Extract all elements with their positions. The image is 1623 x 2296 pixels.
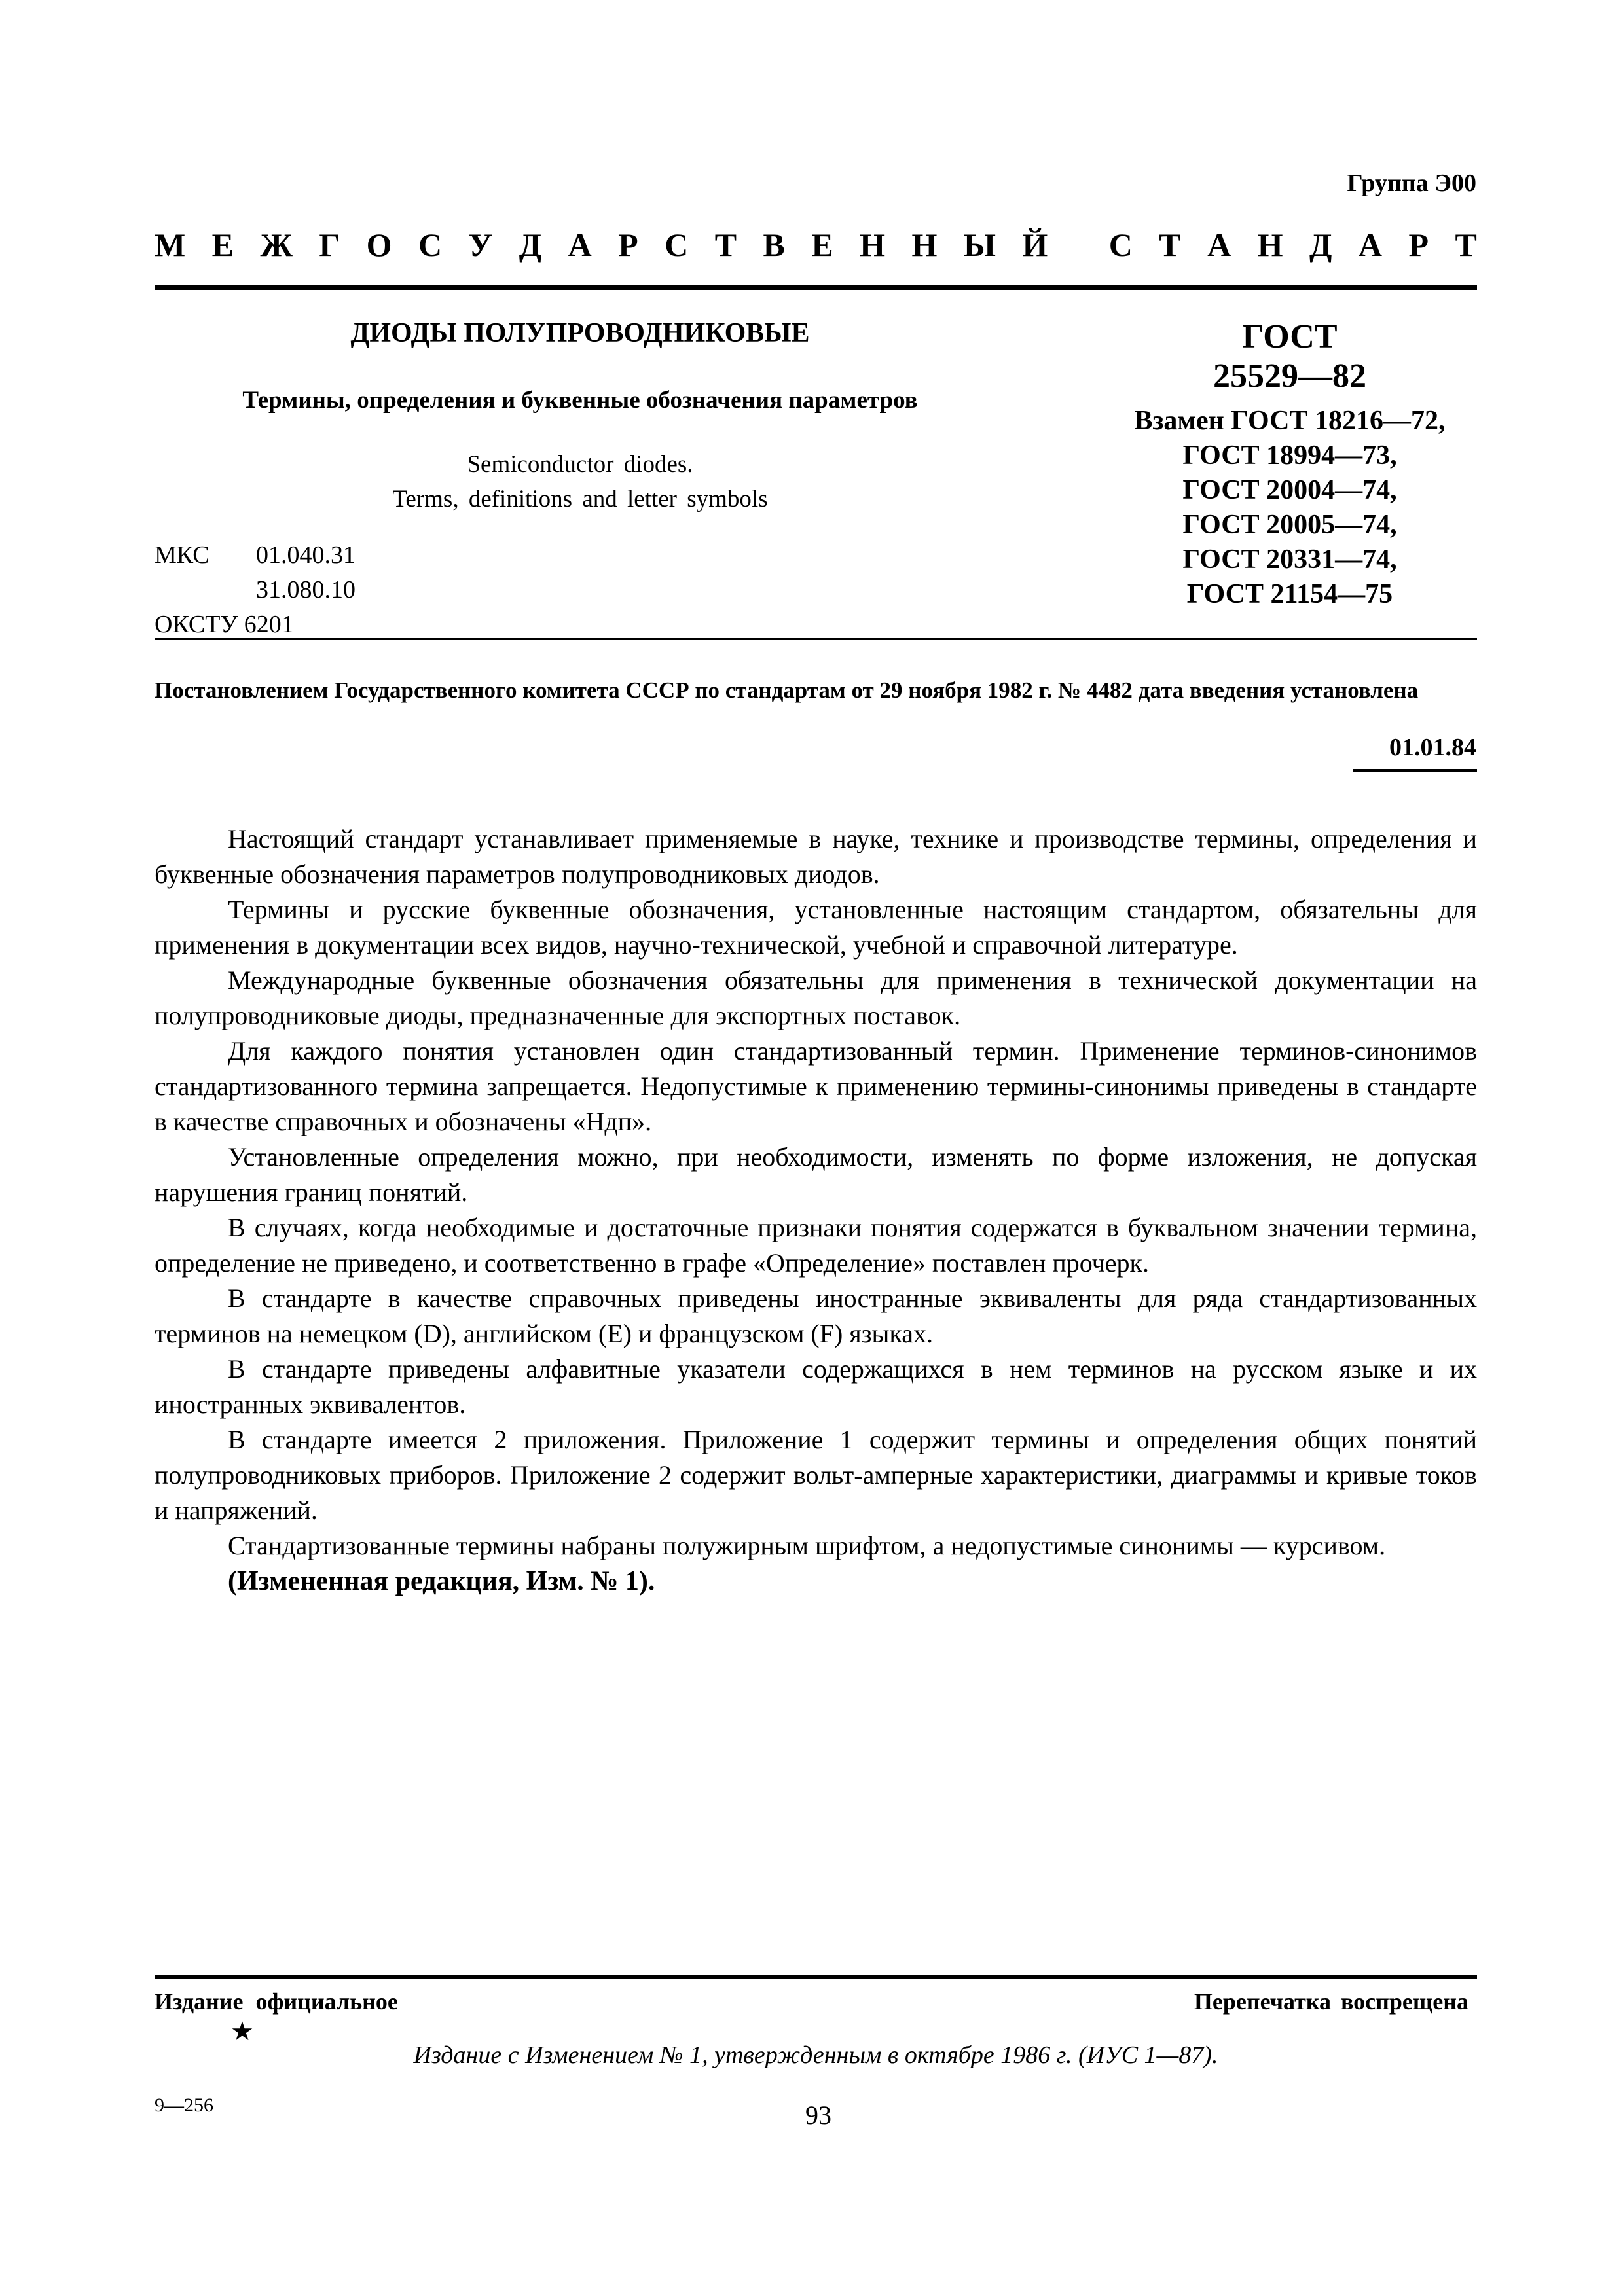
body-paragraph: В случаях, когда необходимые и достаточные признаки понятия содержатся в буквальном значении термина, определение не приведено, и соответственно в графе «Определение» поставлен прочерк. [155,1213,1477,1278]
heading-letter: Д [519,226,542,263]
heading-letter: Р [1408,226,1429,263]
heading-letter: А [1207,226,1231,263]
heading-letter: С [1108,226,1133,263]
okstu-code: ОКСТУ 6201 [155,611,294,638]
body-paragraph: Установленные определения можно, при необходимости, изменять по форме изложения, не допуская нарушения границ понятий. [155,1142,1477,1207]
gost-number: 25529—82 [1213,357,1366,395]
heading-letter: С [418,226,443,263]
heading-letter: Е [211,226,234,263]
replaces-item: ГОСТ 20005—74, [1182,510,1397,540]
decree-text: Постановлением Государственного комитета СССР по стандартам от 29 ноября 1982 г. № 4482 дата введения установлена [155,677,1419,703]
heading-letter: Т [714,226,737,263]
heading-letter: В [763,226,785,263]
heading-letter: Ж [260,226,293,263]
edition-note: Издание с Изменением № 1, утвержденным в октябре 1986 г. (ИУС 1—87). [413,2041,1218,2069]
header-rule [155,285,1477,290]
introduction-date: 01.01.84 [1389,734,1476,761]
heading-letter: Е [811,226,833,263]
body-paragraph: Настоящий стандарт устанавливает применяемые в науке, технике и производстве термины, определения и буквенные обозначения параметров полупроводниковых диодов. [155,824,1477,889]
heading-letter: Ы [963,226,996,263]
body-paragraph: Международные буквенные обозначения обязательны для применения в технической документации на полупроводниковые диоды, предназначенные для экспортных поставок. [155,965,1477,1030]
heading-letter: А [1358,226,1382,263]
heading-letter: Д [1309,226,1332,263]
heading-letter: А [568,226,592,263]
body-text [155,821,1477,1599]
replaces-item: ГОСТ 20331—74, [1182,545,1397,575]
mks-code: 01.040.31 [256,541,356,569]
body-paragraph: Стандартизованные термины набраны полужирным шрифтом, а недопустимые синонимы — курсивом. [228,1531,1386,1560]
english-title [155,447,1006,516]
heading-letter [1074,226,1083,264]
replaces-item: Взамен ГОСТ 18216—72, [1134,406,1446,436]
mks-code: 31.080.10 [256,576,356,603]
group-label: Группа Э00 [1347,170,1476,197]
english-title-line2: Terms, definitions and letter symbols [392,486,768,512]
replaces-list [1074,404,1506,612]
gost-label: ГОСТ [1242,318,1338,355]
document-title: ДИОДЫ ПОЛУПРОВОДНИКОВЫЕ [350,318,810,348]
document-subtitle: Термины, определения и буквенные обозначения параметров [242,387,918,414]
heading-letter: Г [319,226,340,263]
body-paragraph: В стандарте в качестве справочных приведены иностранные эквиваленты для ряда стандартизованных терминов на немецком (D), английском (E) и французском (F) языках. [155,1283,1477,1348]
body-paragraph: В стандарте приведены алфавитные указатели содержащихся в нем терминов на русском языке и их иностранных эквивалентов. [155,1354,1477,1419]
heading-letter: Р [618,226,638,263]
heading-letter: Н [911,226,938,263]
amendment-note: (Измененная редакция, Изм. № 1). [228,1566,655,1596]
body-paragraph: Термины и русские буквенные обозначения, установленные настоящим стандартом, обязательны для применения в документации всех видов, научно-технической, учебной и справочной литературе. [155,895,1477,960]
english-title-line1: Semiconductor diodes. [467,451,693,478]
heading-letter: О [366,226,392,263]
replaces-item: ГОСТ 18994—73, [1182,440,1397,471]
heading-letter: Й [1022,226,1048,263]
mks-label: МКС [155,541,210,569]
star-icon: ★ [230,2017,254,2046]
heading-letter: Т [1455,226,1477,263]
print-code: 9—256 [155,2094,213,2116]
heading-letter: Н [1257,226,1283,263]
body-paragraph: В стандарте имеется 2 приложения. Приложение 1 содержит термины и определения общих понятий полупроводниковых приборов. Приложение 2 содержит вольт-амперные характеристики, диаграммы и кривые токов и напряжений. [155,1425,1477,1525]
replaces-item: ГОСТ 20004—74, [1182,475,1397,505]
heading-letter: У [468,226,493,263]
page-number: 93 [805,2100,831,2130]
footer-rule [155,1975,1477,1979]
official-edition-label: Издание официальное [155,1988,398,2015]
gost-block [1074,317,1506,612]
body-paragraph: Для каждого понятия установлен один стандартизованный термин. Применение терминов-синонимов стандартизованного термина запрещается. Недопустимые к применению термины-синонимы приведены в стандарте в качестве справочных и обозначены «Ндп». [155,1036,1477,1136]
classification-codes [155,538,356,642]
section-rule [155,638,1477,640]
heading-letter: Н [860,226,886,263]
interstate-standard-heading [155,226,1477,264]
date-underline [1353,769,1477,772]
heading-letter: С [665,226,689,263]
reprint-prohibited-label: Перепечатка воспрещена [1194,1988,1468,2015]
heading-letter: Т [1159,226,1181,263]
replaces-item: ГОСТ 21154—75 [1186,579,1393,609]
heading-letter: М [155,226,186,263]
